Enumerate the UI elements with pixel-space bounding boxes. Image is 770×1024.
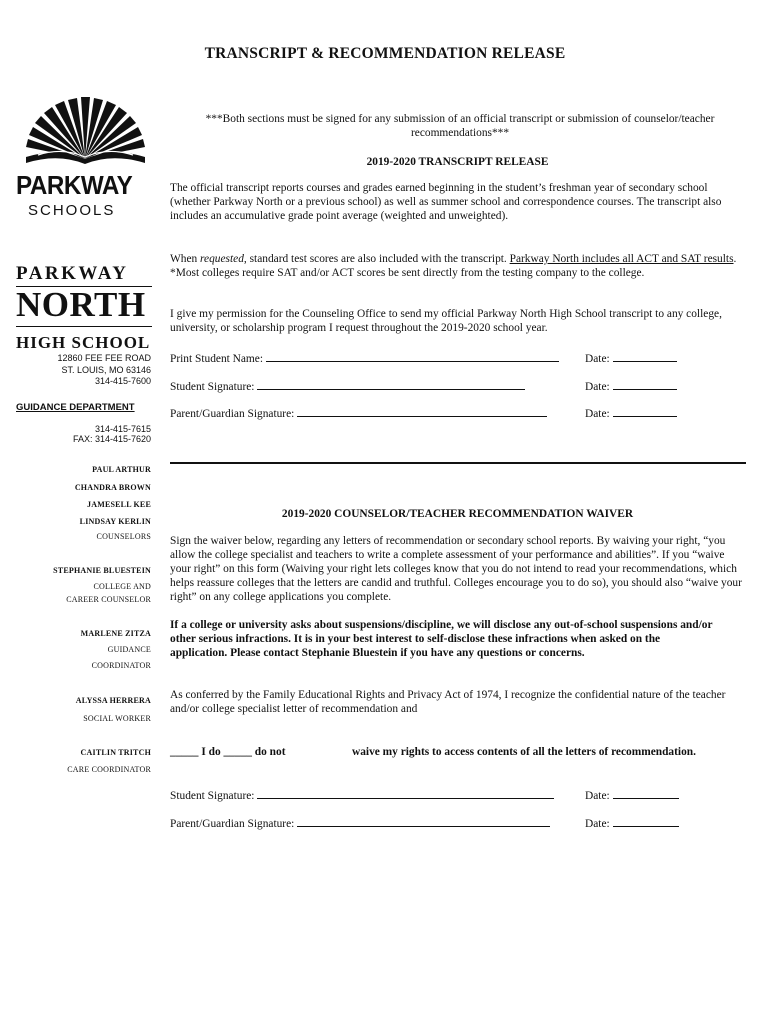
staff-role: COORDINATOR <box>91 661 151 670</box>
waiver-student-signature-field[interactable] <box>170 787 580 803</box>
staff-name: ALYSSA HERRERA <box>75 696 151 705</box>
school-name-line2: NORTH <box>16 285 146 324</box>
guidance-phone: 314-415-7615 <box>94 424 151 434</box>
date-line[interactable] <box>613 405 677 417</box>
staff-name: PAUL ARTHUR <box>92 465 151 474</box>
staff-name: CHANDRA BROWN <box>74 483 151 492</box>
print-student-name-field[interactable] <box>170 350 580 366</box>
field-label: Student Signature: <box>170 381 255 393</box>
student-signature-field[interactable] <box>170 378 580 394</box>
guidance-heading: GUIDANCE DEPARTMENT <box>16 402 135 413</box>
staff-role: SOCIAL WORKER <box>83 714 151 723</box>
field-label: Parent/Guardian Signature: <box>170 818 295 830</box>
date-line[interactable] <box>613 815 679 827</box>
staff-role: CAREER COUNSELOR <box>66 595 151 604</box>
date-field[interactable] <box>585 378 677 393</box>
school-name-line1: PARKWAY <box>16 263 129 284</box>
address-street: 12860 FEE FEE ROAD <box>57 353 151 363</box>
waiver-paragraph-1: Sign the waiver below, regarding any letters of recommendation or secondary school reports. By waiving your right, “you allow the college specialist and teachers to write a complete assessment of your performance and abilities”. If you “waive your right” on this form (Waiving your right lets colleges know that you do not intend to read your recommendations, which helps reassure colleges that the letters are candid and truthful. Colleges encourage you to do so), you should also “waive your right” on any college applications you complete. <box>170 535 742 603</box>
transcript-heading: 2019-2020 TRANSCRIPT RELEASE <box>366 156 549 168</box>
address-phone: 314-415-7600 <box>94 376 151 386</box>
section-divider <box>170 462 746 464</box>
text: When <box>170 253 201 265</box>
staff-name: STEPHANIE BLUESTEIN <box>53 566 151 575</box>
date-line[interactable] <box>613 787 679 799</box>
sunburst-book-logo-icon <box>18 95 153 165</box>
signature-line[interactable] <box>257 378 525 390</box>
guidance-fax: FAX: 314-415-7620 <box>72 434 151 444</box>
field-label: Date: <box>585 790 610 802</box>
staff-name: MARLENE ZITZA <box>80 629 151 638</box>
transcript-paragraph-3: I give my permission for the Counseling Office to send my official Parkway North High School transcript to any college, university, or scholarship program I request throughout the 2019-2020 school year. <box>170 308 722 334</box>
date-field[interactable] <box>585 787 679 802</box>
signature-line[interactable] <box>257 787 554 799</box>
staff-name: LINDSAY KERLIN <box>79 517 151 526</box>
address-city: ST. LOUIS, MO 63146 <box>61 365 151 375</box>
logo-wordmark: PARKWAY <box>16 170 133 200</box>
signature-line[interactable] <box>266 350 559 362</box>
field-label: Date: <box>585 381 610 393</box>
text: . *Most colleges require SAT and/or ACT scores be sent directly from the testing company to the college. <box>170 253 737 279</box>
date-line[interactable] <box>613 378 677 390</box>
staff-role: COUNSELORS <box>96 532 151 541</box>
staff-role: COLLEGE AND <box>93 582 151 591</box>
school-name-line3: HIGH SCHOOL <box>16 333 151 352</box>
divider <box>16 326 152 327</box>
staff-role: CARE COORDINATOR <box>67 765 151 774</box>
waiver-choice-text: waive my rights to access contents of all the letters of recommendation. <box>352 746 696 758</box>
parent-signature-field[interactable] <box>170 405 580 421</box>
staff-name: CAITLIN TRITCH <box>80 748 151 757</box>
transcript-paragraph-2 <box>170 252 745 280</box>
waiver-heading: 2019-2020 COUNSELOR/TEACHER RECOMMENDATION WAIVER <box>281 508 634 520</box>
staff-role: GUIDANCE <box>107 645 151 654</box>
field-label: Date: <box>585 818 610 830</box>
date-field[interactable] <box>585 350 677 365</box>
text-italic: requested <box>200 253 244 265</box>
date-field[interactable] <box>585 815 679 830</box>
text: , standard test scores are also included with the transcript. <box>243 253 510 265</box>
signature-line[interactable] <box>297 405 547 417</box>
date-line[interactable] <box>613 350 677 362</box>
waiver-paragraph-3: As conferred by the Family Educational Rights and Privacy Act of 1974, I recognize the confidential nature of the teacher and/or college specialist letter of recommendation and <box>170 689 726 715</box>
field-label: Date: <box>585 353 610 365</box>
field-label: Student Signature: <box>170 790 255 802</box>
text-underlined: Parkway North includes all ACT and SAT results <box>509 253 734 265</box>
field-label: Date: <box>585 408 610 420</box>
signature-notice: ***Both sections must be signed for any submission of an official transcript or submission of counselor/teacher recommendations*** <box>205 113 715 139</box>
field-label: Print Student Name: <box>170 353 264 365</box>
waiver-choice[interactable]: _____ I do _____ do not <box>170 746 286 758</box>
date-field[interactable] <box>585 405 677 420</box>
field-label: Parent/Guardian Signature: <box>170 408 295 420</box>
transcript-paragraph-1: The official transcript reports courses and grades earned beginning in the student’s freshman year of secondary school (whether Parkway North or a previous school) as well as summer school and correspondence courses. The transcript also includes an accumulative grade point average (weighted and unweighted). <box>170 182 722 222</box>
waiver-parent-signature-field[interactable] <box>170 815 580 831</box>
staff-name: JAMESELL KEE <box>87 500 151 509</box>
signature-line[interactable] <box>297 815 550 827</box>
logo-subtitle: SCHOOLS <box>28 202 116 219</box>
page-title: TRANSCRIPT & RECOMMENDATION RELEASE <box>204 45 566 62</box>
waiver-discipline-notice: If a college or university asks about suspensions/discipline, we will disclose any out-of-school suspensions and/or other serious infractions. It is in your best interest to self-disclose these infractions when asked on the application. Please contact Stephanie Bluestein if you have any questions or concerns. <box>170 619 713 659</box>
